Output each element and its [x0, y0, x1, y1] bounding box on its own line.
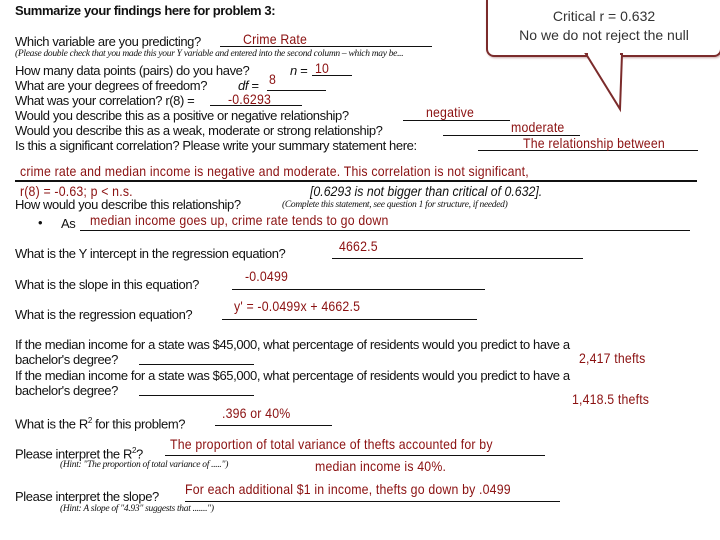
- q-n-prefix: n =: [290, 63, 308, 78]
- hint-predicting: (Please double check that you made this your Y variable and entered into the second column – which may be...: [15, 49, 404, 59]
- answer-line: [215, 425, 332, 426]
- answer-line: [232, 289, 485, 290]
- q-interpret-slope-label: Please interpret the slope?: [15, 489, 159, 504]
- q-slope-label: What is the slope in this equation?: [15, 277, 200, 292]
- answer-r[interactable]: -0.6293: [228, 91, 272, 107]
- callout-pointer-icon: [580, 53, 660, 115]
- answer-predicting[interactable]: Crime Rate: [243, 31, 308, 47]
- hint-interpret-r2: (Hint: "The proportion of total variance of ....."): [60, 460, 229, 470]
- answer-line: [80, 230, 690, 231]
- answer-interpret-r2-1[interactable]: The proportion of total variance of thefts accounted for by: [170, 436, 493, 452]
- callout-box: [486, 0, 720, 57]
- answer-line: [139, 364, 254, 365]
- answer-line: [332, 258, 583, 259]
- q-pred45-line2: bachelor's degree?: [15, 352, 118, 367]
- answer-equation[interactable]: y' = -0.0499x + 4662.5: [234, 298, 361, 314]
- page-title: Summarize your findings here for problem 3:: [15, 3, 276, 18]
- answer-strength[interactable]: moderate: [511, 119, 565, 135]
- q-pred65-line1: If the median income for a state was $65,000, what percentage of residents would you predict to have a: [15, 368, 570, 383]
- q-df-label: What are your degrees of freedom?: [15, 78, 208, 93]
- answer-pred65[interactable]: 1,418.5 thefts: [572, 391, 650, 407]
- answer-n[interactable]: 10: [315, 60, 330, 76]
- q-r-label: What was your correlation? r(8) =: [15, 93, 195, 108]
- answer-describe[interactable]: median income goes up, crime rate tends to go down: [90, 212, 389, 228]
- answer-interpret-slope[interactable]: For each additional $1 in income, thefts go down by .0499: [185, 481, 511, 497]
- answer-line: [165, 455, 545, 456]
- answer-slope[interactable]: -0.0499: [245, 268, 289, 284]
- bullet-icon: •: [38, 215, 43, 230]
- q-pred45-line1: If the median income for a state was $45,000, what percentage of residents would you predict to have a: [15, 337, 570, 352]
- significant-note: [0.6293 is not bigger than critical of 0.632].: [310, 183, 543, 199]
- superscript: 2: [131, 446, 136, 455]
- q-equation-label: What is the regression equation?: [15, 307, 193, 322]
- answer-significant-2[interactable]: crime rate and median income is negative and moderate. This correlation is not significant,: [20, 163, 529, 179]
- callout-line-1: Critical r = 0.632: [552, 8, 656, 24]
- answer-line: [403, 120, 510, 121]
- q-predicting-label: Which variable are you predicting?: [15, 34, 201, 49]
- answer-df[interactable]: 8: [269, 71, 277, 87]
- q-direction-label: Would you describe this as a positive or negative relationship?: [15, 108, 349, 123]
- superscript: 2: [87, 416, 92, 425]
- answer-intercept[interactable]: 4662.5: [339, 238, 378, 254]
- answer-line: [139, 395, 254, 396]
- answer-significant-3[interactable]: r(8) = -0.63; p < n.s.: [20, 183, 133, 199]
- answer-line: [185, 501, 560, 502]
- hint-interpret-slope: (Hint: A slope of "4.93" suggests that ......."): [60, 504, 214, 514]
- q-interpret-r2-text: Please interpret the R: [15, 446, 132, 462]
- hint-describe: (Complete this statement, see question 1 for structure, if needed): [282, 200, 508, 210]
- q-strength-label: Would you describe this as a weak, moderate or strong relationship?: [15, 123, 383, 138]
- q-interpret-r2-text-post: ?: [136, 446, 143, 462]
- q-describe-label: How would you describe this relationship?: [15, 197, 241, 212]
- as-label: As: [61, 216, 76, 231]
- q-n-label: How many data points (pairs) do you have?: [15, 63, 250, 78]
- answer-interpret-r2-2[interactable]: median income is 40%.: [315, 458, 447, 474]
- callout-line-2: No we do not reject the null: [519, 27, 689, 43]
- answer-r2[interactable]: .396 or 40%: [222, 405, 291, 421]
- answer-direction[interactable]: negative: [426, 104, 474, 120]
- q-r2-label: [15, 413, 185, 431]
- q-pred65-line2: bachelor's degree?: [15, 383, 118, 398]
- q-df-prefix: df =: [238, 78, 259, 93]
- answer-line: [222, 319, 477, 320]
- q-r2-text-post: for this problem?: [91, 416, 186, 432]
- q-r2-text: What is the R: [15, 416, 88, 432]
- answer-significant-1[interactable]: The relationship between: [523, 135, 665, 151]
- q-intercept-label: What is the Y intercept in the regression equation?: [15, 246, 286, 261]
- answer-line: [267, 90, 326, 91]
- answer-pred45[interactable]: 2,417 thefts: [579, 350, 646, 366]
- answer-line: [15, 180, 697, 182]
- q-interpret-r2-label: [15, 443, 143, 461]
- q-significant-label: Is this a significant correlation? Please write your summary statement here:: [15, 138, 417, 153]
